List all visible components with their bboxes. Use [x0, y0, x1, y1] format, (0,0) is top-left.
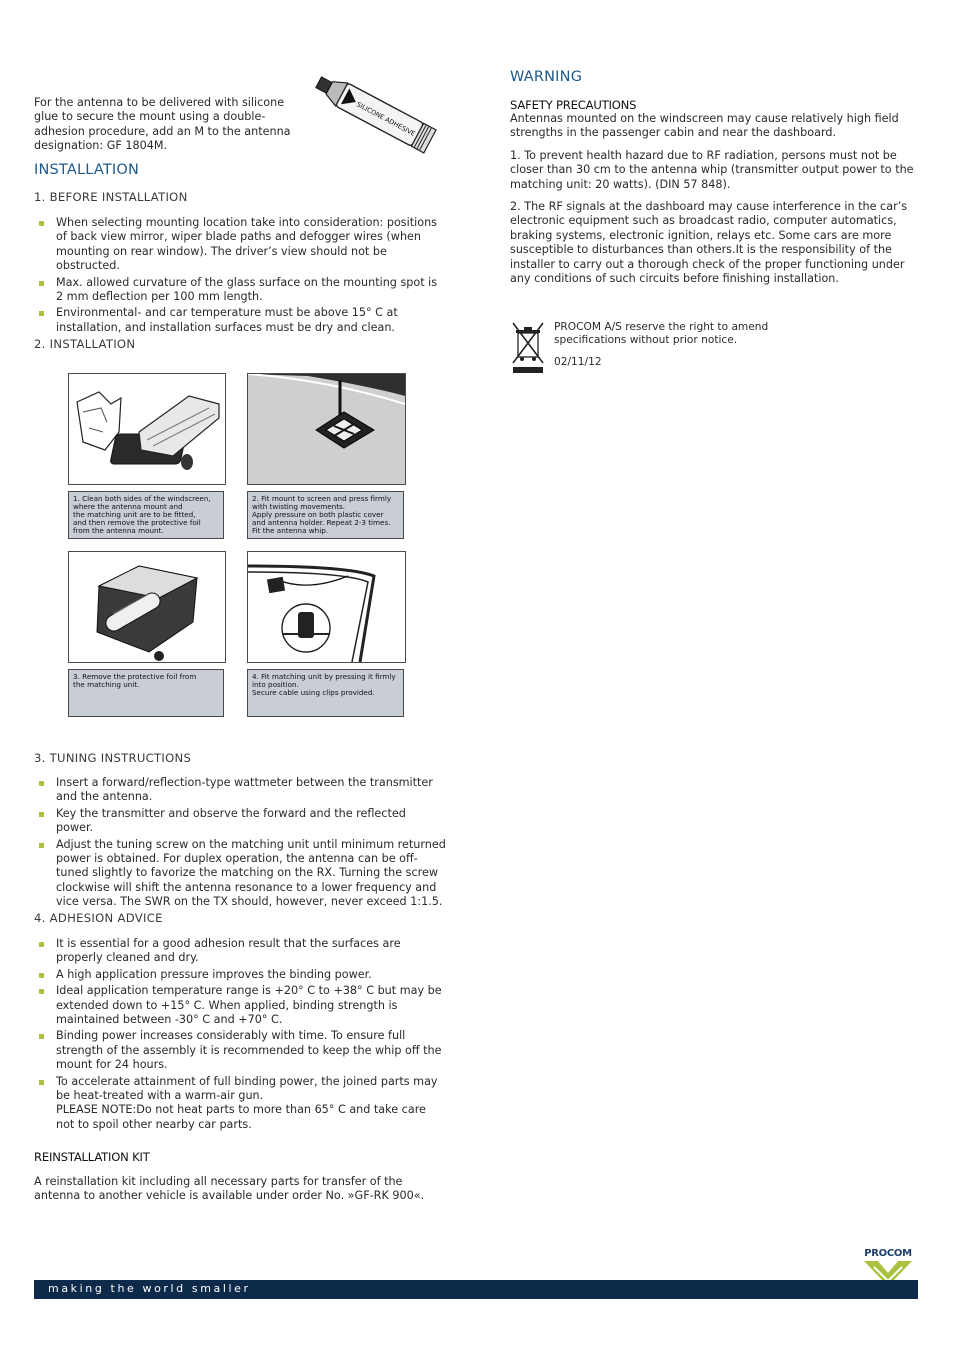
intro-text: For the antenna to be delivered with silicone glue to secure the mount using a double-adhesion procedure, add an M to the antenna designation: GF 1804M.	[34, 96, 291, 153]
reinstallation-heading: REINSTALLATION KIT	[34, 1150, 150, 1164]
installation-steps-heading: 2. INSTALLATION	[34, 337, 136, 351]
list-item: Max. allowed curvature of the glass surface on the mounting spot is 2 mm deflection per 100 mm length.	[34, 276, 446, 305]
step2-illustration	[247, 373, 406, 485]
list-item: When selecting mounting location take into consideration: positions of back view mirror, wiper blade paths and defogger wires (when mounting on rear window). The driver’s view should not be obstructed.	[34, 216, 446, 274]
step2-caption: 2. Fit mount to screen and press firmly with twisting movements. Apply pressure on both plastic cover and antenna holder. Repeat 2-3 times. Fit the antenna whip.	[247, 491, 404, 539]
warning-paragraph: 2. The RF signals at the dashboard may cause interference in the car’s electronic equipment such as broadcast radio, computer automatics, braking systems, electronic ignition, relays etc. Some cars are more susceptible to disturbances than others.It is the responsibility of the installer to carry out a thorough check of the proper functioning under any conditions of such circuits before finishing installation.	[510, 200, 908, 286]
silicone-tube-illustration	[308, 70, 444, 160]
notice-text: PROCOM A/S reserve the right to amend specifications without prior notice.	[554, 321, 769, 347]
step1-caption: 1. Clean both sides of the windscreen, where the antenna mount and the matching unit are to be fitted, and then remove the protective foil from the antenna mount.	[68, 491, 224, 539]
before-installation-heading: 1. BEFORE INSTALLATION	[34, 190, 188, 204]
before-installation-list	[34, 216, 446, 337]
list-item: It is essential for a good adhesion result that the surfaces are properly cleaned and dry.	[34, 937, 446, 966]
step4-caption: 4. Fit matching unit by pressing it firmly into position. Secure cable using clips provided.	[247, 669, 404, 717]
notice-date: 02/11/12	[554, 356, 602, 368]
installation-heading: INSTALLATION	[34, 162, 140, 178]
footer-bar	[34, 1280, 918, 1299]
reinstallation-text: A reinstallation kit including all necessary parts for transfer of the antenna to another vehicle is available under order No. »GF-RK 900«.	[34, 1175, 425, 1203]
list-item: Environmental- and car temperature must be above 15° C at installation, and installation surfaces must be dry and clean.	[34, 306, 446, 335]
list-item: Ideal application temperature range is +20° C to +38° C but may be extended down to +15° C. When applied, binding strength is maintained between -30° C and +70° C.	[34, 984, 446, 1027]
footer-tagline: making the world smaller	[48, 1282, 251, 1295]
warning-heading: WARNING	[510, 69, 583, 85]
list-item: To accelerate attainment of full binding power, the joined parts may be heat-treated with a warm-air gun. PLEASE NOTE:Do not heat parts to more than 65° C and take care not to spoil other nearby car parts.	[34, 1075, 446, 1133]
list-item: Binding power increases considerably with time. To ensure full strength of the assembly it is recommended to keep the whip off the mount for 24 hours.	[34, 1029, 446, 1072]
tube-label: SILICONE ADHESIVE	[355, 100, 417, 138]
adhesion-heading: 4. ADHESION ADVICE	[34, 911, 163, 925]
tuning-heading: 3. TUNING INSTRUCTIONS	[34, 751, 192, 765]
step3-illustration	[68, 551, 226, 663]
safety-subheading: SAFETY PRECAUTIONS	[510, 98, 637, 112]
step1-illustration	[68, 373, 226, 485]
list-item: Key the transmitter and observe the forward and the reflected power.	[34, 807, 446, 836]
warning-paragraph: 1. To prevent health hazard due to RF radiation, persons must not be closer than 30 cm to the antenna whip (transmitter output power to the matching unit: 20 watts). (DIN 57 848).	[510, 149, 914, 191]
logo-text: PROCOM	[864, 1248, 912, 1259]
step4-illustration	[247, 551, 406, 663]
warning-paragraph: Antennas mounted on the windscreen may cause relatively high field strengths in the passenger cabin and near the dashboard.	[510, 112, 899, 140]
tuning-list	[34, 776, 446, 912]
adhesion-list	[34, 937, 446, 1134]
weee-crossed-bin-icon	[511, 321, 545, 375]
list-item: A high application pressure improves the binding power.	[34, 968, 446, 982]
list-item: Adjust the tuning screw on the matching unit until minimum returned power is obtained. For duplex operation, the antenna can be off-tuned slightly to favorize the matching on the RX. Turning the screw clockwise will shift the antenna resonance to a lower frequency and vice versa. The SWR on the TX should, however, never exceed 1:1.5.	[34, 838, 446, 910]
list-item: Insert a forward/reflection-type wattmeter between the transmitter and the antenna.	[34, 776, 446, 805]
step3-caption: 3. Remove the protective foil from the matching unit.	[68, 669, 224, 717]
cleaning-cloth-icon	[69, 374, 225, 484]
